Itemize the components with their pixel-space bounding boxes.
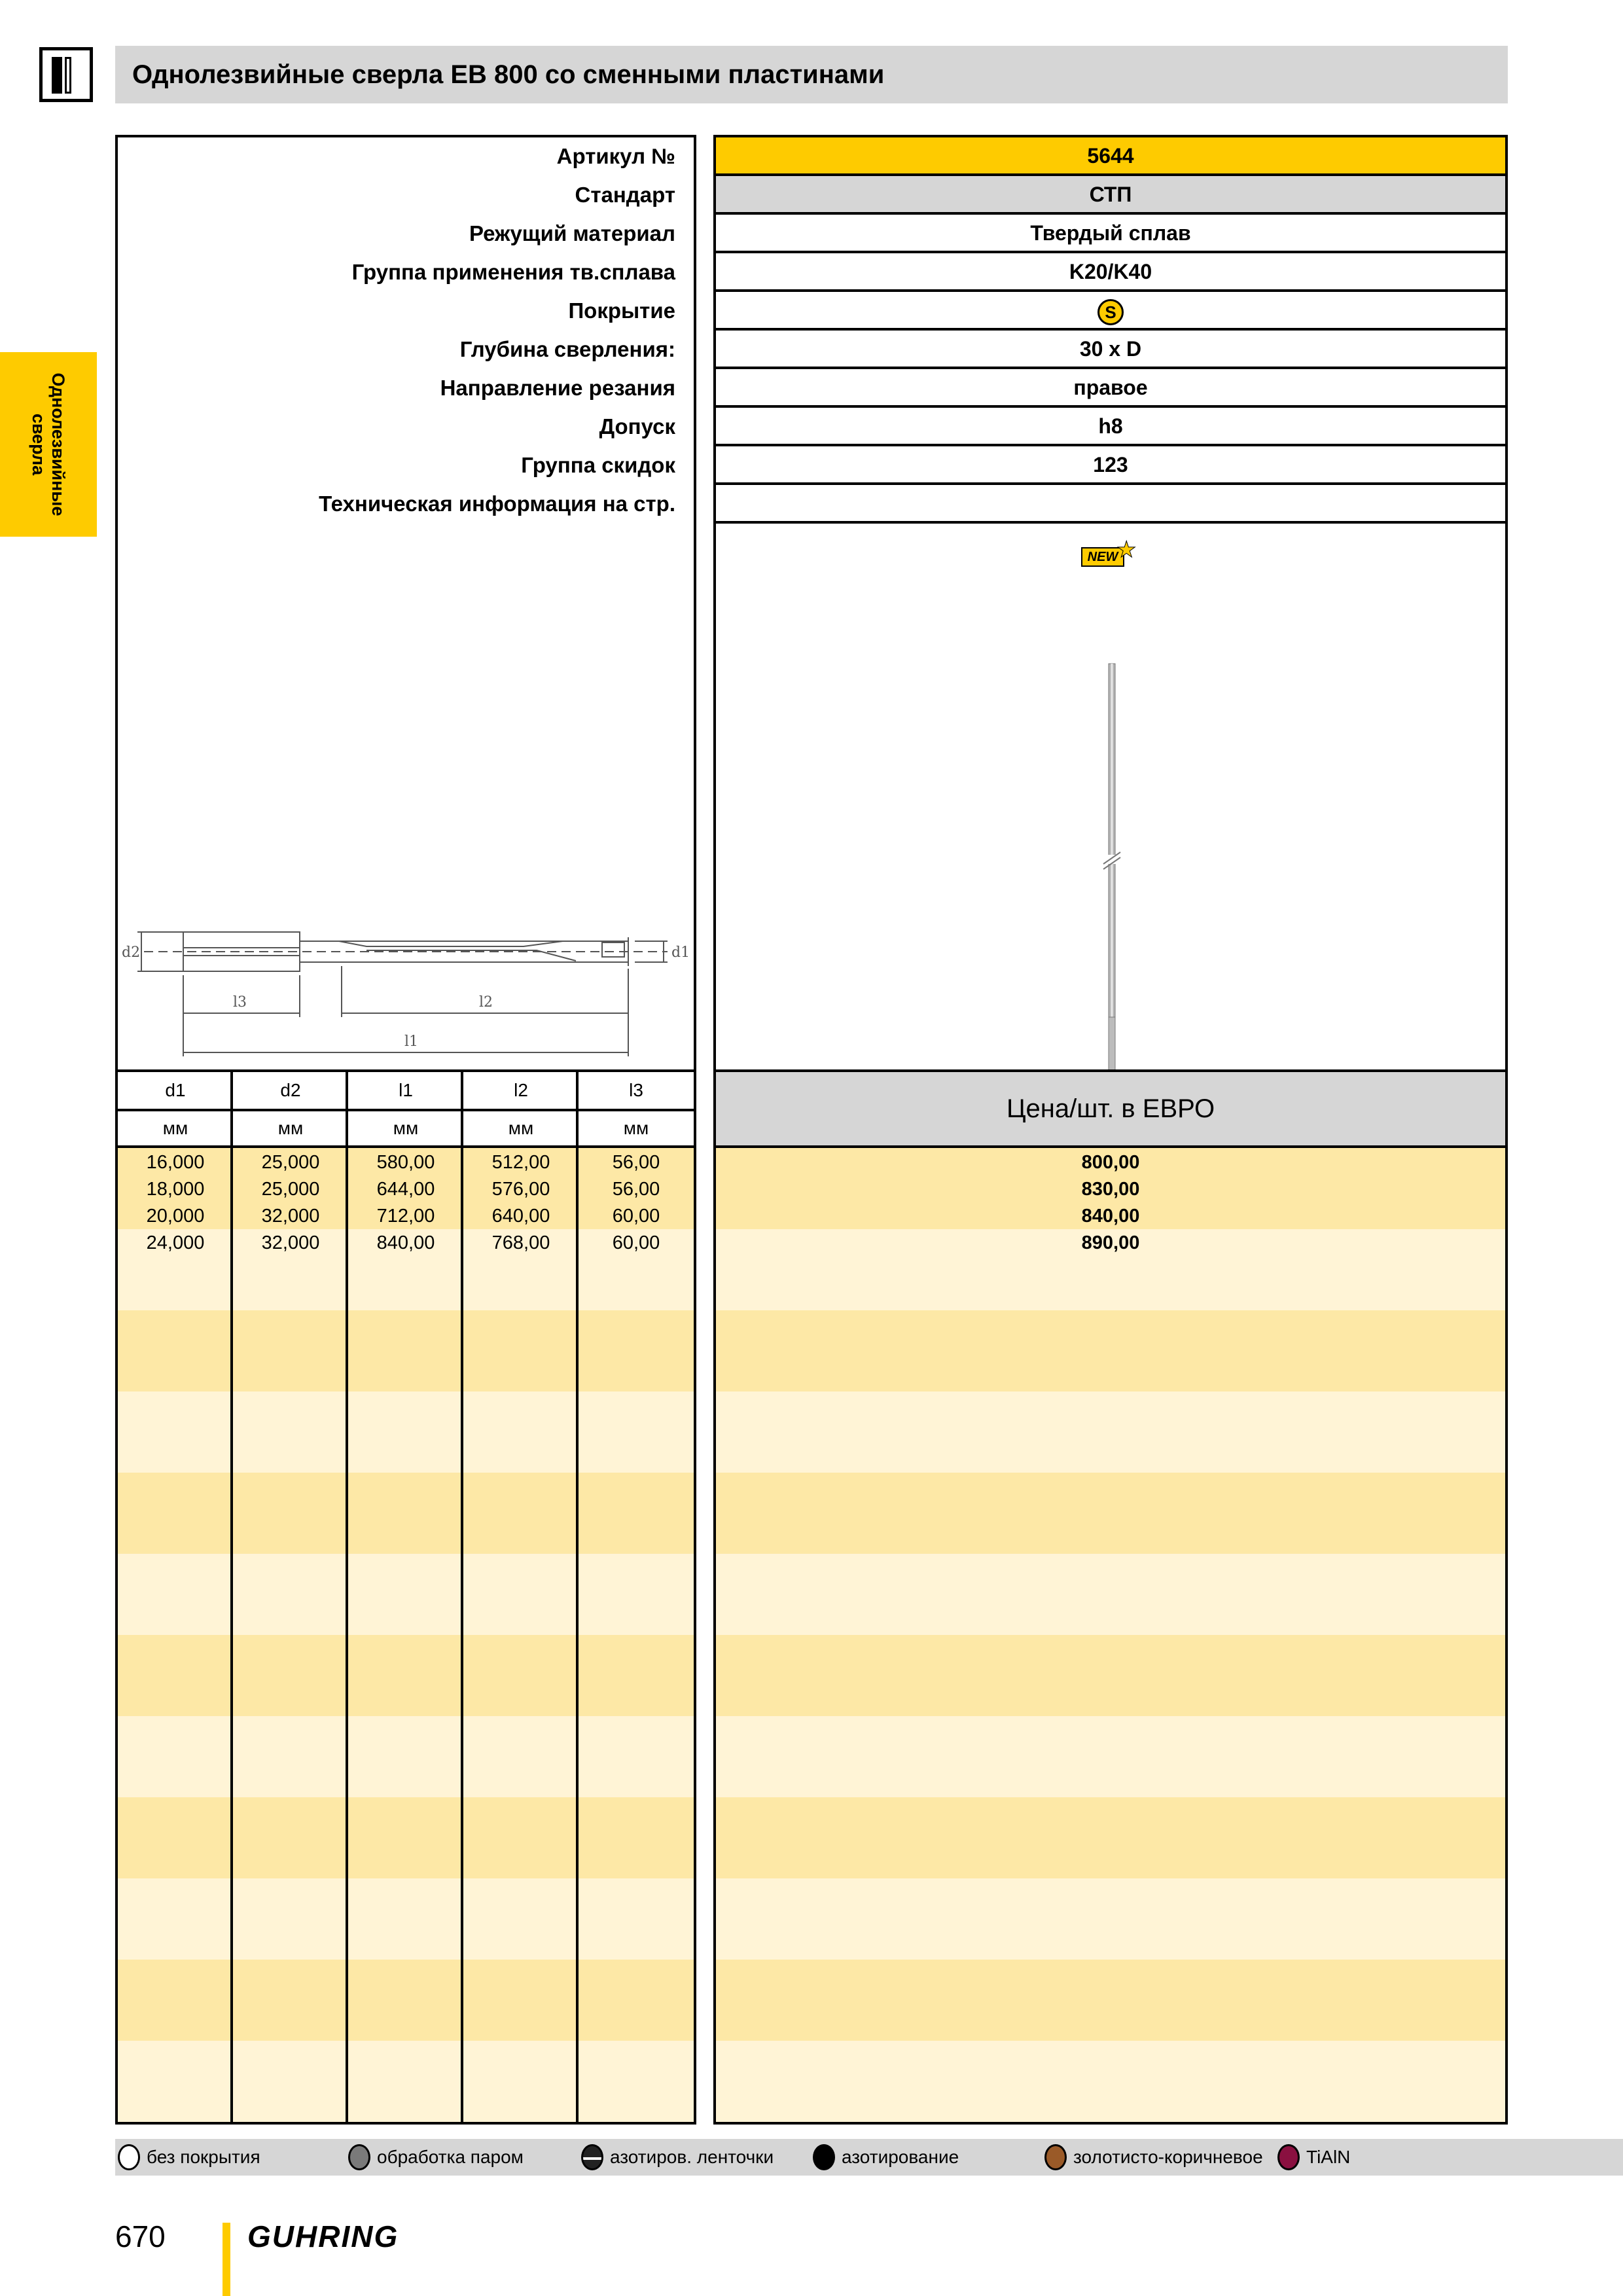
value-tolerance: h8 [716, 408, 1505, 446]
new-badge: NEW ★ [1081, 539, 1136, 568]
price-cell: 890,00 [1081, 1232, 1140, 1253]
label-cutting-direction: Направление резания [440, 376, 675, 400]
nitrided-icon [813, 2144, 835, 2170]
cell-l3: 60,00 [612, 1206, 660, 1227]
col-header-d1[interactable]: d1 [165, 1080, 186, 1100]
unit-l2: мм [508, 1118, 534, 1138]
cell-d1: 16,000 [146, 1152, 205, 1173]
label-tolerance: Допуск [599, 414, 675, 439]
cell-l3: 60,00 [612, 1232, 660, 1253]
col-header-l2[interactable]: l2 [514, 1080, 528, 1100]
uncoated-icon [118, 2144, 140, 2170]
cell-d2: 32,000 [261, 1232, 320, 1253]
label-article-no: Артикул № [556, 144, 675, 168]
section-tab[interactable] [0, 352, 97, 537]
legend-label: азотиров. ленточки [610, 2147, 774, 2167]
properties-panel [115, 135, 696, 2125]
technical-drawing [118, 877, 694, 1073]
cell-d2: 32,000 [261, 1206, 320, 1227]
page-title: Однолезвийные сверла EB 800 со сменными пластинами [132, 60, 885, 89]
value-standard: СТП [716, 176, 1505, 215]
dim-label-l1: l1 [404, 1033, 419, 1050]
label-standard: Стандарт [575, 183, 675, 207]
cell-l2: 640,00 [491, 1206, 550, 1227]
cell-l2: 576,00 [491, 1179, 550, 1200]
legend-label: золотисто-коричневое [1073, 2147, 1263, 2167]
value-cutting-direction: правое [716, 369, 1505, 408]
page-number: 670 [115, 2219, 166, 2253]
label-discount-group: Группа скидок [521, 453, 675, 477]
cell-l1: 580,00 [376, 1152, 435, 1173]
legend-item-tialn [1277, 2139, 1350, 2176]
col-header-l1[interactable]: l1 [399, 1080, 413, 1100]
unit-d2: мм [277, 1118, 304, 1138]
value-cutting-material: Твердый сплав [716, 215, 1505, 253]
legend-label: TiAlN [1306, 2147, 1351, 2167]
label-coating: Покрытие [568, 298, 675, 323]
legend-item-uncoated [118, 2139, 260, 2176]
unit-l3: мм [623, 1118, 649, 1138]
dim-label-l2: l2 [479, 994, 493, 1011]
label-drilling-depth: Глубина сверления: [459, 337, 675, 361]
cell-d1: 20,000 [146, 1206, 205, 1227]
value-article-no[interactable]: 5644 [716, 137, 1505, 176]
price-cell: 840,00 [1081, 1206, 1140, 1227]
coating-s-icon: S [1097, 299, 1124, 325]
footer-accent-bar [223, 2223, 230, 2296]
unit-l1: мм [393, 1118, 419, 1138]
value-drilling-depth: 30 x D [716, 331, 1505, 369]
cell-l1: 644,00 [376, 1179, 435, 1200]
cell-d1: 18,000 [146, 1179, 205, 1200]
cell-l1: 840,00 [376, 1232, 435, 1253]
catalog-section-icon [39, 47, 93, 102]
price-header [716, 1069, 1505, 1148]
unit-d1: мм [162, 1118, 188, 1138]
legend-label: обработка паром [377, 2147, 524, 2167]
gold-brown-icon [1044, 2144, 1067, 2170]
label-carbide-group: Группа применения тв.сплава [351, 260, 675, 284]
title-bar [115, 46, 1508, 103]
coating-legend [115, 2139, 1623, 2176]
col-header-d2[interactable]: d2 [280, 1080, 301, 1100]
value-coating [716, 292, 1505, 331]
col-header-l3[interactable]: l3 [629, 1080, 643, 1100]
label-cutting-material: Режущий материал [469, 221, 675, 245]
tialn-icon [1277, 2144, 1300, 2170]
star-icon: ★ [1116, 537, 1137, 562]
value-tech-info-page[interactable] [716, 485, 1505, 524]
legend-item-nitrided [813, 2139, 959, 2176]
brand-logo: GUHRING [247, 2219, 399, 2253]
value-carbide-group: K20/K40 [716, 253, 1505, 292]
legend-item-gold-brown [1044, 2139, 1263, 2176]
values-panel [713, 135, 1508, 2125]
price-cell: 830,00 [1081, 1179, 1140, 1200]
cell-d2: 25,000 [261, 1152, 320, 1173]
legend-item-nitrided-lands [581, 2139, 774, 2176]
legend-label: без покрытия [147, 2147, 260, 2167]
legend-item-steam [348, 2139, 524, 2176]
cell-d1: 24,000 [146, 1232, 205, 1253]
steam-treated-icon [348, 2144, 370, 2170]
nitrided-lands-icon [581, 2144, 603, 2170]
dim-label-l3: l3 [233, 994, 247, 1011]
cell-l2: 768,00 [491, 1232, 550, 1253]
price-header-label: Цена/шт. в ЕВРО [1006, 1094, 1215, 1123]
label-tech-info-page: Техническая информация на стр. [319, 492, 675, 516]
cell-l2: 512,00 [491, 1152, 550, 1173]
value-discount-group: 123 [716, 446, 1505, 485]
dim-label-d2: d2 [122, 944, 141, 961]
dim-label-d1: d1 [671, 944, 690, 961]
section-tab-label: Однолезвийные сверла [29, 372, 68, 516]
cell-d2: 25,000 [261, 1179, 320, 1200]
price-cell: 800,00 [1081, 1152, 1140, 1173]
legend-label: азотирование [842, 2147, 959, 2167]
cell-l3: 56,00 [612, 1152, 660, 1173]
cell-l3: 56,00 [612, 1179, 660, 1200]
cell-l1: 712,00 [376, 1206, 435, 1227]
